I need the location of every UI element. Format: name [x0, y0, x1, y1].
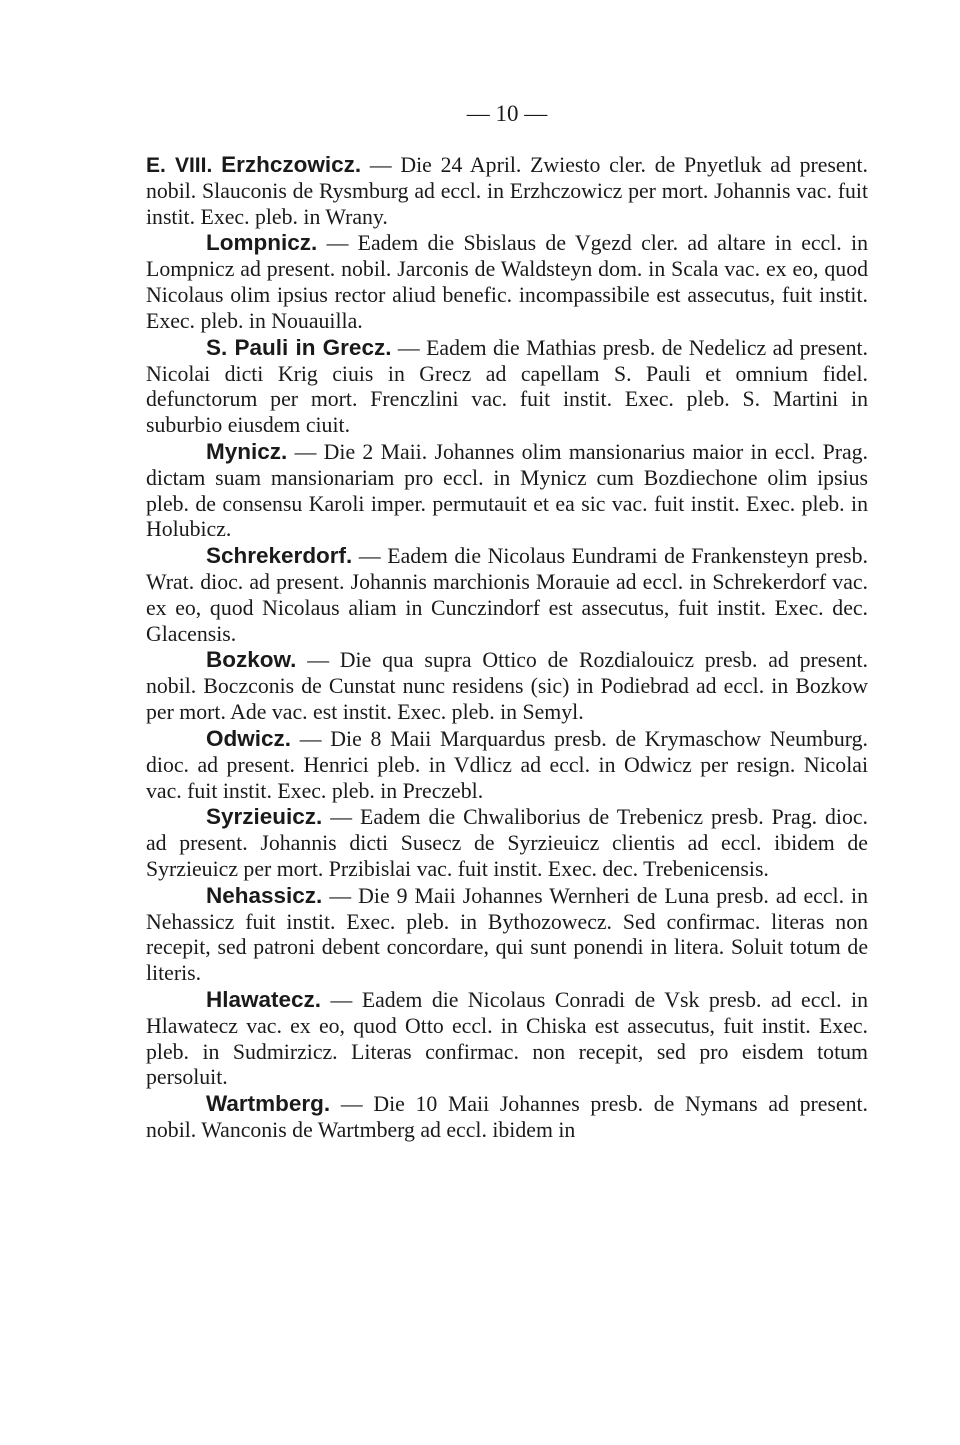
document-body [146, 152, 868, 1144]
entry-paragraph [146, 804, 868, 882]
place-name: Erzhczowicz. [221, 152, 362, 177]
entry-paragraph [146, 152, 868, 230]
entry-text: — Eadem die Nicolaus Eundrami de Frankensteyn presb. Wrat. dioc. ad present. Johannis marchionis Morauie ad eccl. in Schrekerdorf vac. ex eo, quod Nicolaus aliam in Cunczindorf est assecutus, fuit instit. Exec. dec. Glacensis. [146, 544, 868, 646]
entry-text: — Die 10 Maii Johannes presb. de Nymans ad present. nobil. Wanconis de Wartmberg ad eccl. ibidem in [146, 1092, 868, 1143]
entry-text: — Die 9 Maii Johannes Wernheri de Luna presb. ad eccl. in Nehassicz fuit instit. Exec. pleb. in Bythozowecz. Sed confirmac. literas non recepit, sed patroni debent concordare, qui sunt ponendi in litera. Soluit totum de literis. [146, 883, 868, 986]
place-name: Odwicz. [206, 725, 292, 751]
entry-text: — Eadem die Nicolaus Conradi de Vsk presb. ad eccl. in Hlawatecz vac. ex eo, quod Otto eccl. in Chiska est assecutus, fuit instit. Exec. pleb. in Sudmirzicz. Literas confirmac. non recepit, sed pro eisdem totum persoluit. [146, 988, 868, 1090]
entry-text: — Die 24 April. Zwiesto cler. de Pnyetluk ad present. nobil. Slauconis de Rysmburg ad eccl. in Erzhczowicz per mort. Johannis vac. fuit instit. Exec. pleb. in Wrany. [146, 153, 868, 229]
place-name: Bozkow. [206, 647, 297, 673]
section-code: E. VIII. [146, 154, 213, 177]
entry-paragraph [146, 1091, 868, 1144]
entry-text: — Die qua supra Ottico de Rozdialouicz presb. ad present. nobil. Boczconis de Cunstat nunc residens (sic) in Podiebrad ad eccl. in Bozkow per mort. Ade vac. est instit. Exec. pleb. in Semyl. [146, 648, 868, 725]
entry-text: — Eadem die Chwaliborius de Trebenicz presb. Prag. dioc. ad present. Johannis dicti Susecz de Syrzieuicz clientis ad eccl. ibidem de Syrzieuicz per mort. Przibislai vac. fuit instit. Exec. dec. Trebenicensis. [146, 805, 868, 881]
place-name: S. Pauli in Grecz. [206, 334, 392, 360]
entry-paragraph [146, 647, 868, 725]
place-name: Syrzieuicz. [206, 804, 323, 830]
place-name: Lompnicz. [206, 230, 318, 256]
page-number: — 10 — [466, 101, 548, 126]
entry-paragraph [146, 726, 868, 804]
place-name: Nehassicz. [206, 882, 323, 908]
place-name: Schrekerdorf. [206, 543, 353, 569]
entry-text: — Die 2 Maii. Johannes olim mansionarius maior in eccl. Prag. dictam suam mansionariam pro eccl. in Mynicz cum Bozdiechone olim ipsius pleb. de consensu Karoli imper. permutauit et ea sic vac. fuit instit. Exec. pleb. in Holubicz. [146, 439, 868, 542]
entry-text: — Eadem die Sbislaus de Vgezd cler. ad altare in eccl. in Lompnicz ad present. nobil. Jarconis de Waldsteyn dom. in Scala vac. ex eo, quod Nicolaus olim ipsius rector aliud benefic. incompassibile est assecutus, fuit instit. Exec. pleb. in Nouauilla. [146, 231, 868, 333]
place-name: Mynicz. [206, 438, 288, 464]
entry-text: — Eadem die Mathias presb. de Nedelicz ad present. Nicolai dicti Krig ciuis in Grecz ad capellam S. Pauli et omnium fidel. defunctorum per mort. Frenczlini vac. fuit instit. Exec. pleb. S. Martini in suburbio eiusdem ciuit. [146, 335, 869, 438]
entry-paragraph [146, 987, 868, 1091]
entry-paragraph [146, 335, 868, 439]
entry-paragraph [146, 543, 868, 647]
place-name: Wartmberg. [206, 1091, 331, 1117]
entry-text: — Die 8 Maii Marquardus presb. de Krymaschow Neumburg. dioc. ad present. Henrici pleb. in Vdlicz ad eccl. in Odwicz per resign. Nicolai vac. fuit instit. Exec. pleb. in Preczebl. [146, 726, 868, 803]
place-name: Hlawatecz. [206, 987, 322, 1012]
document-page [146, 0, 868, 1445]
entry-paragraph [146, 883, 868, 987]
entry-paragraph [146, 230, 868, 334]
entry-paragraph [146, 439, 868, 543]
